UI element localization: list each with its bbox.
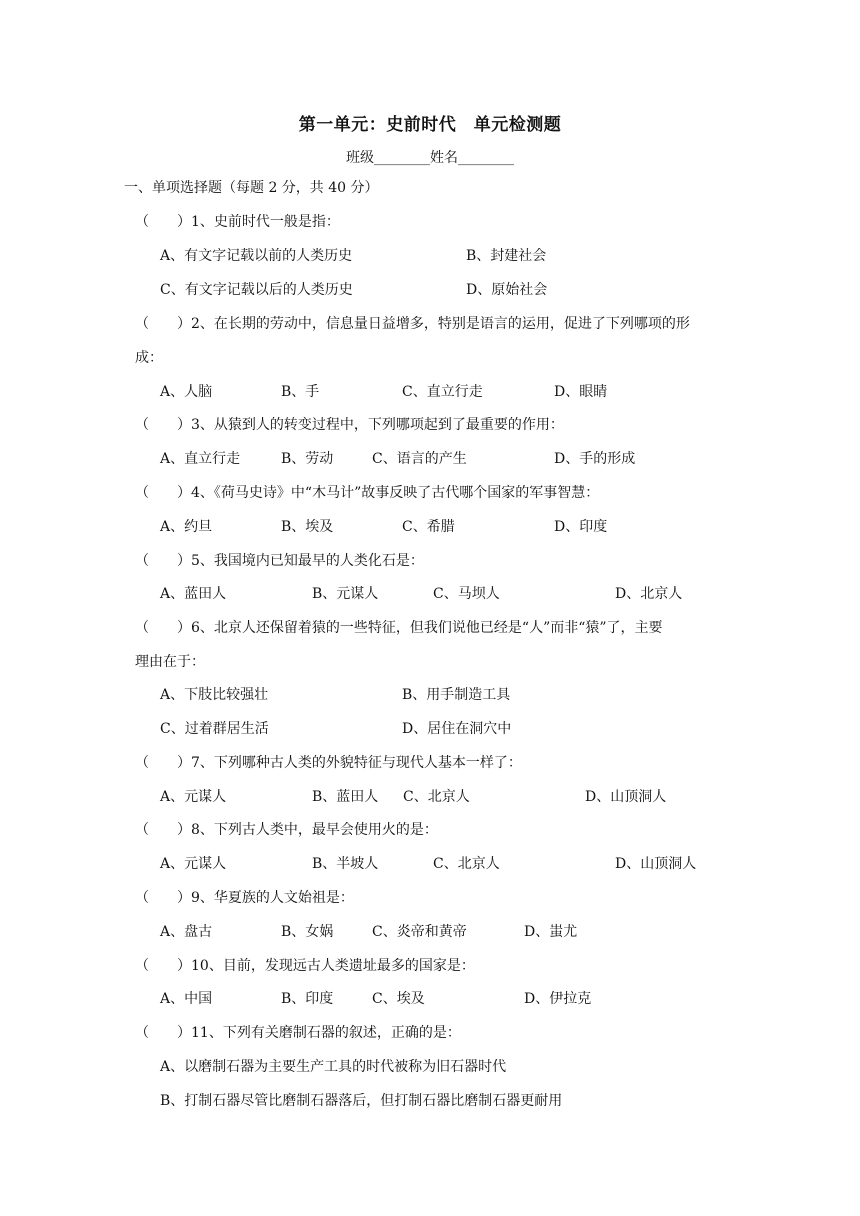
question-1-option-b: B、封建社会 <box>466 248 547 264</box>
question-6-option-a: A、下肢比较强壮 <box>160 687 269 703</box>
question-6-stem: （ ）6、北京人还保留着猿的一些特征，但我们说他已经是“人”而非“猿”了，主要 <box>135 620 663 636</box>
question-10-option-c: C、埃及 <box>372 991 425 1007</box>
question-10-option-d: D、伊拉克 <box>524 991 592 1007</box>
question-2-option-d: D、眼睛 <box>554 384 608 400</box>
question-11-option-b: B、打制石器尽管比磨制石器落后，但打制石器比磨制石器更耐用 <box>160 1093 563 1109</box>
class-name-line: 班级________姓名________ <box>346 150 514 166</box>
section-heading: 一、单项选择题（每题 2 分，共 40 分） <box>124 180 379 196</box>
question-9-option-a: A、盘古 <box>160 924 213 940</box>
question-7-stem: （ ）7、下列哪种古人类的外貌特征与现代人基本一样了： <box>135 755 522 771</box>
question-6-stem-continued: 理由在于： <box>135 654 205 670</box>
question-4-stem: （ ）4、《荷马史诗》中“木马计”故事反映了古代哪个国家的军事智慧： <box>135 485 600 501</box>
question-10-option-b: B、印度 <box>281 991 334 1007</box>
question-1-option-a: A、有文字记载以前的人类历史 <box>160 248 353 264</box>
question-8-option-b: B、半坡人 <box>312 856 379 872</box>
question-3-option-d: D、手的形成 <box>554 451 636 467</box>
question-7-option-a: A、元谋人 <box>160 789 227 805</box>
question-2-option-a: A、人脑 <box>160 384 213 400</box>
question-5-option-b: B、元谋人 <box>312 586 379 602</box>
question-11-option-a: A、以磨制石器为主要生产工具的时代被称为旧石器时代 <box>160 1059 507 1075</box>
question-1-option-c: C、有文字记载以后的人类历史 <box>160 282 353 298</box>
question-5-stem: （ ）5、我国境内已知最早的人类化石是： <box>135 553 424 569</box>
question-1-option-d: D、原始社会 <box>466 282 548 298</box>
question-3-option-b: B、劳动 <box>281 451 334 467</box>
question-4-option-c: C、希腊 <box>402 519 455 535</box>
question-4-option-d: D、印度 <box>554 519 608 535</box>
question-3-stem: （ ）3、从猿到人的转变过程中，下列哪项起到了最重要的作用： <box>135 417 564 433</box>
question-1-stem: （ ）1、史前时代一般是指： <box>135 214 340 230</box>
question-7-option-c: C、北京人 <box>403 789 470 805</box>
question-9-option-c: C、炎帝和黄帝 <box>372 924 467 940</box>
question-5-option-d: D、北京人 <box>615 586 683 602</box>
question-8-option-d: D、山顶洞人 <box>615 856 697 872</box>
page-title: 第一单元：史前时代 单元检测题 <box>298 115 562 135</box>
question-2-stem-continued: 成： <box>135 350 163 366</box>
question-6-option-d: D、居住在洞穴中 <box>402 721 512 737</box>
question-3-option-c: C、语言的产生 <box>372 451 467 467</box>
question-10-option-a: A、中国 <box>160 991 213 1007</box>
question-10-stem: （ ）10、目前，发现远古人类遗址最多的国家是： <box>135 958 475 974</box>
question-9-option-b: B、女娲 <box>281 924 334 940</box>
question-2-option-c: C、直立行走 <box>402 384 483 400</box>
question-8-stem: （ ）8、下列古人类中，最早会使用火的是： <box>135 822 438 838</box>
question-4-option-b: B、埃及 <box>281 519 334 535</box>
question-6-option-c: C、过着群居生活 <box>160 721 269 737</box>
question-2-stem: （ ）2、在长期的劳动中，信息量日益增多，特别是语言的运用，促进了下列哪项的形 <box>135 316 690 332</box>
question-7-option-b: B、蓝田人 <box>312 789 379 805</box>
question-2-option-b: B、手 <box>281 384 320 400</box>
question-11-stem: （ ）11、下列有关磨制石器的叙述，正确的是： <box>135 1025 461 1041</box>
question-6-option-b: B、用手制造工具 <box>402 687 511 703</box>
question-7-option-d: D、山顶洞人 <box>585 789 667 805</box>
question-5-option-c: C、马坝人 <box>433 586 500 602</box>
question-4-option-a: A、约旦 <box>160 519 213 535</box>
question-9-stem: （ ）9、华夏族的人文始祖是： <box>135 890 354 906</box>
question-5-option-a: A、蓝田人 <box>160 586 227 602</box>
question-9-option-d: D、蚩尤 <box>524 924 578 940</box>
question-8-option-a: A、元谋人 <box>160 856 227 872</box>
question-3-option-a: A、直立行走 <box>160 451 241 467</box>
question-8-option-c: C、北京人 <box>433 856 500 872</box>
